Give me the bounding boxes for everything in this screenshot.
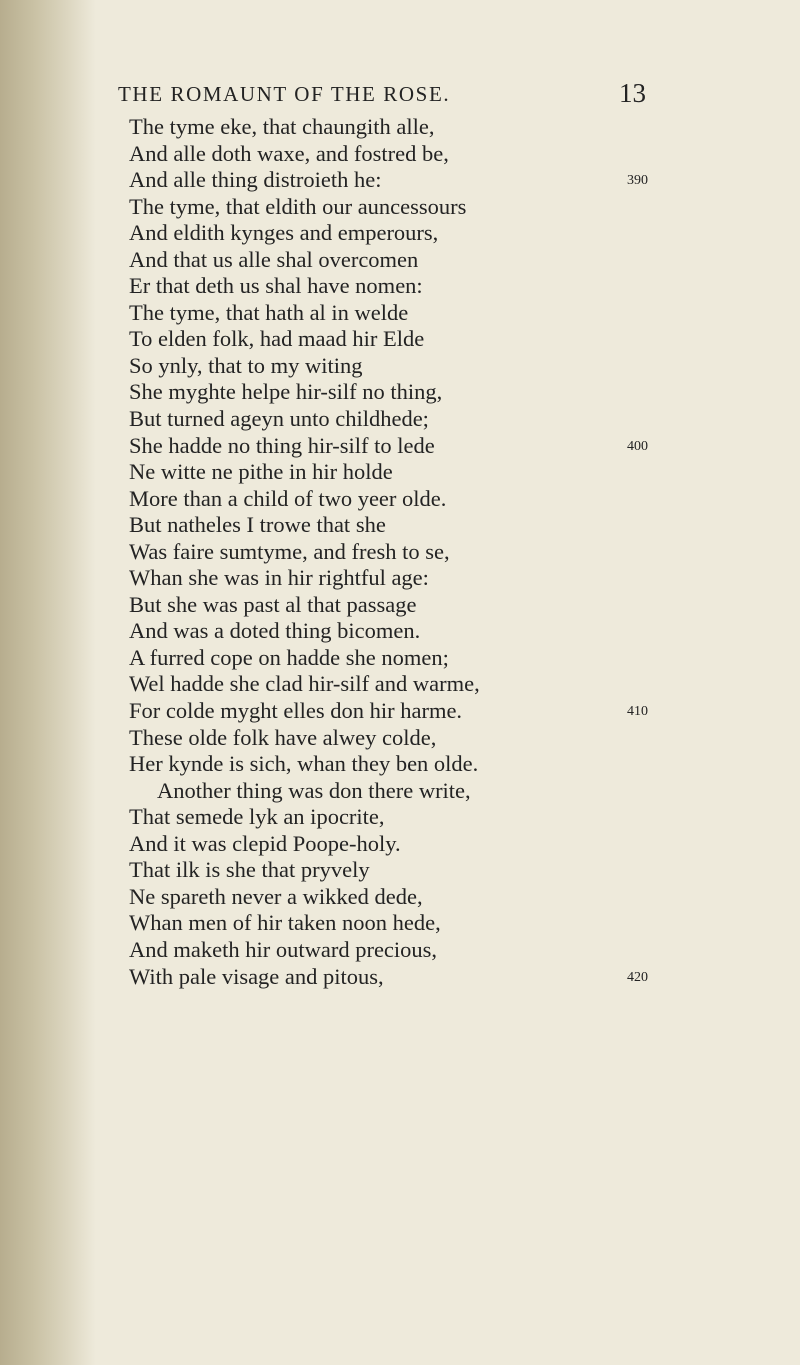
line-number: 410 [627,704,648,720]
verse-line [0,433,800,460]
verse-line [0,459,800,486]
verse-line [0,406,800,433]
verse-line-text: And was a doted thing bicomen. [129,618,421,644]
verse-line-text: The tyme eke, that chaungith alle, [129,114,435,139]
verse-line-text: But natheles I trowe that she [129,512,386,538]
verse-line-text: Whan she was in hir rightful age: [129,565,429,591]
verse-line [0,167,800,194]
page-header [0,78,800,118]
verse-line [0,937,800,964]
verse-line [0,751,800,778]
verse-line [0,910,800,937]
verse-line [0,671,800,698]
verse-line-text: Wel hadde she clad hir-silf and warme, [129,671,480,697]
verse-line [0,379,800,406]
verse-line-text: The tyme, that hath al in welde [129,299,409,325]
verse-line [0,512,800,539]
page-number: 13 [619,78,646,108]
verse-line [0,141,800,168]
verse-line [0,194,800,221]
verse-line-text: The tyme, that eldith our auncessours [129,193,467,219]
verse-line-text: Ne spareth never a wikked dede, [129,883,423,909]
verse-line [0,698,800,725]
verse-line [0,326,800,353]
verse-text [0,114,800,990]
verse-line [0,778,800,805]
verse-line-text: And it was clepid Poope-holy. [129,830,401,856]
verse-line [0,300,800,327]
verse-line [0,486,800,513]
verse-line [0,884,800,911]
verse-line-text: To elden folk, had maad hir Elde [129,326,425,352]
verse-line-text: That semede lyk an ipocrite, [129,804,385,830]
verse-line-text: She hadde no thing hir-silf to lede [129,432,435,458]
verse-line-text: And alle doth waxe, and fostred be, [129,140,449,166]
verse-line-text: With pale visage and pitous, [129,963,384,989]
verse-line [0,857,800,884]
verse-line-text: And maketh hir outward precious, [129,936,438,962]
verse-line-text: A furred cope on hadde she nomen; [129,644,449,670]
verse-line [0,273,800,300]
verse-line-text: But she was past al that passage [129,591,417,617]
verse-line [0,592,800,619]
verse-line [0,114,800,141]
verse-line-text: Ne witte ne pithe in hir holde [129,459,393,485]
verse-line-text: Was faire sumtyme, and fresh to se, [129,538,450,564]
line-number: 420 [627,969,648,985]
verse-line-text: And eldith kynges and emperours, [129,220,439,246]
verse-line-text: But turned ageyn unto childhede; [129,406,429,432]
verse-line-text: And that us alle shal overcomen [129,246,419,272]
verse-line-text: So ynly, that to my witing [129,352,363,378]
verse-line-text: For colde myght elles don hir harme. [129,698,463,724]
verse-line [0,964,800,991]
verse-line [0,247,800,274]
verse-line-text: More than a child of two yeer olde. [129,485,447,511]
verse-line [0,804,800,831]
verse-line [0,353,800,380]
verse-line [0,565,800,592]
verse-line-text: She myghte helpe hir-silf no thing, [129,379,443,405]
line-number: 400 [627,438,648,454]
line-number: 390 [627,173,648,189]
verse-line [0,220,800,247]
verse-line [0,618,800,645]
verse-line-text: And alle thing distroieth he: [129,167,382,193]
verse-line [0,725,800,752]
verse-line-text: Whan men of hir taken noon hede, [129,910,441,936]
verse-line-text: Another thing was don there write, [157,777,471,803]
verse-line [0,645,800,672]
verse-line [0,831,800,858]
verse-line-text: That ilk is she that pryvely [129,857,370,883]
verse-line-text: Her kynde is sich, whan they ben olde. [129,751,479,777]
verse-line-text: Er that deth us shal have nomen: [129,273,423,299]
verse-line-text: These olde folk have alwey colde, [129,724,437,750]
running-head: THE ROMAUNT OF THE ROSE. [118,82,451,106]
verse-line [0,539,800,566]
